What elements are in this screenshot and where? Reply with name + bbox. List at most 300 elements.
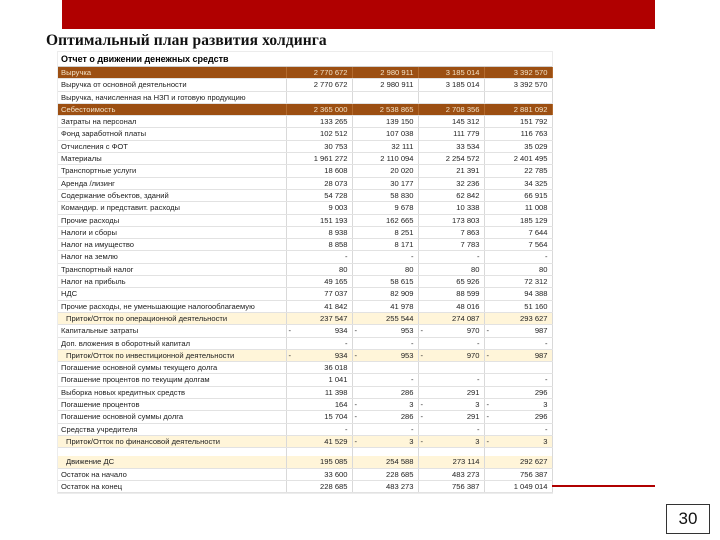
value-text: 2 881 092	[513, 104, 548, 114]
row-label: Погашение процентов	[58, 399, 286, 411]
row-label: Погашение процентов по текущим долгам	[58, 374, 286, 386]
value-text: 254 588	[386, 457, 414, 467]
row-label: Налоги и сборы	[58, 226, 286, 238]
value-text: 41 529	[324, 436, 348, 446]
row-value	[352, 435, 418, 447]
value-text: 483 273	[452, 469, 480, 479]
row-label: Налог на имущество	[58, 239, 286, 251]
value-text: 3	[475, 436, 480, 446]
row-value	[286, 435, 352, 447]
row-value	[352, 153, 418, 165]
value-text: 32 236	[456, 178, 480, 188]
row-value	[418, 480, 484, 492]
table-row	[58, 67, 552, 79]
row-value	[352, 386, 418, 398]
row-value	[286, 312, 352, 324]
row-value	[484, 312, 552, 324]
table-row	[58, 411, 552, 423]
table-row	[58, 480, 552, 492]
row-label: Затраты на персонал	[58, 116, 286, 128]
table-row	[58, 91, 552, 103]
value-text: 80	[339, 264, 348, 274]
row-value	[484, 374, 552, 386]
value-text: 3	[409, 436, 414, 446]
value-text: 2 770 672	[313, 80, 348, 90]
value-text: 162 665	[386, 215, 414, 225]
value-text: 2 401 495	[513, 154, 548, 164]
row-value	[418, 411, 484, 423]
value-text: 3	[543, 436, 548, 446]
minus-sign: -	[420, 412, 424, 422]
row-value	[352, 362, 418, 374]
value-text: 7 644	[528, 227, 548, 237]
value-text: 151 193	[320, 215, 348, 225]
row-value	[286, 165, 352, 177]
row-label: Приток/Отток по операционной деятельности	[58, 312, 286, 324]
minus-sign: -	[486, 350, 490, 360]
row-label: НДС	[58, 288, 286, 300]
minus-sign: -	[354, 350, 358, 360]
row-value	[418, 67, 484, 79]
value-text: 58 830	[390, 190, 414, 200]
cash-flow-table	[58, 52, 552, 493]
row-value	[418, 288, 484, 300]
table-row	[58, 116, 552, 128]
row-value	[352, 480, 418, 492]
value-text: 54 728	[324, 190, 348, 200]
row-label: Выборка новых кредитных средств	[58, 386, 286, 398]
value-text: 80	[471, 264, 480, 274]
value-text: 33 600	[324, 469, 348, 479]
row-value	[418, 325, 484, 337]
row-label: Налог на прибыль	[58, 276, 286, 288]
table-row	[58, 165, 552, 177]
row-label: Доп. вложения в оборотный капитал	[58, 337, 286, 349]
value-text: 185 129	[520, 215, 548, 225]
value-text: 41 978	[390, 301, 414, 311]
value-text: 21 391	[456, 166, 480, 176]
row-value	[352, 423, 418, 435]
row-value	[352, 103, 418, 115]
value-text: 28 073	[324, 178, 348, 188]
row-value	[352, 325, 418, 337]
row-value	[484, 480, 552, 492]
table-row	[58, 468, 552, 480]
row-value	[418, 423, 484, 435]
row-value	[484, 325, 552, 337]
row-value	[286, 67, 352, 79]
row-value	[286, 103, 352, 115]
value-text: 3	[409, 400, 414, 410]
row-value	[352, 140, 418, 152]
row-value	[484, 103, 552, 115]
table-heading: Отчет о движении денежных средств	[58, 52, 552, 67]
value-text: 2 110 094	[380, 154, 414, 164]
table-row	[58, 349, 552, 361]
minus-sign: -	[288, 350, 292, 360]
table-row	[58, 177, 552, 189]
minus-sign: -	[486, 436, 490, 446]
value-text: 3	[543, 400, 548, 410]
row-value	[352, 276, 418, 288]
value-text: 116 763	[520, 129, 548, 139]
row-value	[418, 362, 484, 374]
row-value	[484, 226, 552, 238]
value-text: 970	[466, 350, 480, 360]
row-value	[484, 362, 552, 374]
row-value	[484, 456, 552, 468]
value-text: 8 251	[394, 227, 414, 237]
row-value	[286, 140, 352, 152]
minus-sign: -	[354, 326, 358, 336]
row-value	[286, 226, 352, 238]
value-text: -	[544, 338, 548, 348]
minus-sign: -	[354, 412, 358, 422]
row-label: Прочие расходы	[58, 214, 286, 226]
row-value	[286, 468, 352, 480]
table-row	[58, 189, 552, 201]
table-row	[58, 337, 552, 349]
row-value	[418, 386, 484, 398]
value-text: 237 547	[320, 313, 348, 323]
row-value	[286, 448, 352, 457]
table-row	[58, 202, 552, 214]
value-text: 483 273	[386, 481, 414, 491]
value-text: 34 325	[524, 178, 548, 188]
value-text: 274 087	[452, 313, 480, 323]
minus-sign: -	[288, 326, 292, 336]
row-value	[286, 480, 352, 492]
value-text: 1 961 272	[313, 154, 348, 164]
value-text: 255 544	[386, 313, 414, 323]
value-text: 934	[334, 350, 348, 360]
value-text: 293 627	[520, 313, 548, 323]
row-value	[286, 263, 352, 275]
table-row	[58, 79, 552, 91]
value-text: -	[476, 338, 480, 348]
row-value	[484, 468, 552, 480]
row-label: Транспортные услуги	[58, 165, 286, 177]
value-text: 58 615	[390, 277, 414, 287]
row-value	[484, 349, 552, 361]
row-label: Погашение основной суммы долга	[58, 411, 286, 423]
table-row	[58, 276, 552, 288]
value-text: 36 018	[324, 363, 348, 373]
row-value	[484, 251, 552, 263]
value-text: 9 678	[394, 203, 414, 213]
row-value	[352, 300, 418, 312]
value-text: 22 785	[524, 166, 548, 176]
value-text: 133 265	[320, 117, 348, 127]
row-label: Выручка, начисленная на НЗП и готовую продукцию	[58, 91, 286, 103]
value-text: 30 177	[390, 178, 414, 188]
row-label: Содержание объектов, зданий	[58, 189, 286, 201]
value-text: 1 041	[328, 375, 348, 385]
row-value	[286, 456, 352, 468]
table-row	[58, 386, 552, 398]
value-text: 11 398	[324, 387, 348, 397]
row-value	[286, 177, 352, 189]
value-text: 970	[466, 326, 480, 336]
value-text: 273 114	[452, 457, 480, 467]
row-value	[286, 202, 352, 214]
row-value	[352, 251, 418, 263]
value-text: 80	[539, 264, 548, 274]
table-row	[58, 128, 552, 140]
value-text: 15 704	[324, 412, 348, 422]
table-row	[58, 153, 552, 165]
value-text: 32 111	[391, 141, 414, 151]
row-label: Погашение основной суммы текущего долга	[58, 362, 286, 374]
row-value	[286, 374, 352, 386]
top-accent-bar	[62, 0, 655, 29]
value-text: 62 842	[456, 190, 480, 200]
row-label: Транспортный налог	[58, 263, 286, 275]
row-value	[418, 263, 484, 275]
row-value	[484, 140, 552, 152]
table-row	[58, 423, 552, 435]
value-text: 35 029	[524, 141, 548, 151]
value-text: 3	[475, 400, 480, 410]
value-text: 756 387	[452, 481, 480, 491]
row-value	[418, 140, 484, 152]
value-text: 934	[334, 326, 348, 336]
page-title: Оптимальный план развития холдинга	[46, 32, 327, 49]
value-text: -	[476, 252, 480, 262]
row-value	[418, 456, 484, 468]
row-value	[286, 337, 352, 349]
value-text: 49 165	[324, 277, 348, 287]
value-text: 953	[400, 350, 414, 360]
row-value	[352, 177, 418, 189]
value-text: -	[410, 424, 414, 434]
row-value	[418, 103, 484, 115]
row-label: Себестоимость	[58, 103, 286, 115]
row-label: Приток/Отток по инвестиционной деятельности	[58, 349, 286, 361]
value-text: -	[344, 424, 348, 434]
row-label	[58, 448, 286, 457]
table-row	[58, 448, 552, 457]
value-text: 195 085	[320, 457, 348, 467]
row-value	[484, 153, 552, 165]
row-value	[352, 448, 418, 457]
value-text: 8 171	[394, 240, 414, 250]
row-value	[352, 165, 418, 177]
bottom-accent-line	[552, 485, 655, 487]
row-value	[418, 214, 484, 226]
row-value	[484, 386, 552, 398]
row-value	[352, 79, 418, 91]
value-text: -	[544, 252, 548, 262]
row-value	[352, 399, 418, 411]
row-value	[484, 128, 552, 140]
minus-sign: -	[486, 326, 490, 336]
table-row	[58, 374, 552, 386]
row-value	[286, 251, 352, 263]
value-text: 151 792	[520, 117, 548, 127]
value-text: -	[410, 252, 414, 262]
minus-sign: -	[420, 326, 424, 336]
minus-sign: -	[486, 412, 490, 422]
value-text: 2 538 865	[379, 104, 414, 114]
value-text: 10 338	[456, 203, 480, 213]
row-value	[352, 456, 418, 468]
value-text: 65 926	[456, 277, 480, 287]
row-value	[484, 411, 552, 423]
row-value	[418, 91, 484, 103]
row-label: Средства учредителя	[58, 423, 286, 435]
row-value	[418, 189, 484, 201]
value-text: 48 016	[456, 301, 480, 311]
minus-sign: -	[354, 400, 358, 410]
value-text: 11 008	[524, 203, 548, 213]
row-value	[286, 300, 352, 312]
value-text: 139 150	[386, 117, 414, 127]
table-row	[58, 251, 552, 263]
row-value	[352, 116, 418, 128]
value-text: 8 938	[328, 227, 348, 237]
value-text: 7 863	[460, 227, 480, 237]
minus-sign: -	[486, 400, 490, 410]
value-text: -	[544, 424, 548, 434]
value-text: 111 779	[453, 129, 480, 139]
row-value	[484, 189, 552, 201]
row-value	[484, 399, 552, 411]
row-value	[418, 349, 484, 361]
value-text: 1 049 014	[513, 481, 548, 491]
row-value	[352, 349, 418, 361]
value-text: 2 254 572	[445, 154, 480, 164]
row-value	[286, 276, 352, 288]
row-label: Выручка от основной деятельности	[58, 79, 286, 91]
row-value	[352, 189, 418, 201]
value-text: 7 783	[460, 240, 480, 250]
row-value	[418, 177, 484, 189]
row-value	[484, 263, 552, 275]
value-text: 3 185 014	[445, 80, 480, 90]
value-text: 66 915	[524, 190, 548, 200]
value-text: 145 312	[452, 117, 480, 127]
value-text: 107 038	[386, 129, 414, 139]
table-row	[58, 362, 552, 374]
row-value	[418, 300, 484, 312]
value-text: -	[476, 375, 480, 385]
row-value	[286, 116, 352, 128]
row-value	[352, 128, 418, 140]
table-row	[58, 288, 552, 300]
value-text: 164	[334, 400, 348, 410]
value-text: 2 980 911	[380, 68, 414, 77]
value-text: 18 608	[324, 166, 348, 176]
table-row	[58, 435, 552, 447]
row-value	[484, 67, 552, 79]
table-row	[58, 399, 552, 411]
value-text: 51 160	[524, 301, 548, 311]
row-value	[484, 337, 552, 349]
minus-sign: -	[420, 436, 424, 446]
row-value	[418, 251, 484, 263]
row-value	[286, 189, 352, 201]
table-row	[58, 226, 552, 238]
row-label: Отчисления с ФОТ	[58, 140, 286, 152]
value-text: -	[344, 252, 348, 262]
value-text: 173 803	[452, 215, 480, 225]
value-text: 3 392 570	[513, 80, 548, 90]
value-text: 286	[400, 412, 414, 422]
row-value	[484, 165, 552, 177]
row-value	[286, 79, 352, 91]
row-label: Прочие расходы, не уменьшающие налогооблагаемую	[58, 300, 286, 312]
row-value	[286, 386, 352, 398]
row-value	[286, 214, 352, 226]
value-text: 286	[400, 387, 414, 397]
row-value	[286, 411, 352, 423]
row-label: Приток/Отток по финансовой деятельности	[58, 435, 286, 447]
row-value	[418, 468, 484, 480]
row-label: Материалы	[58, 153, 286, 165]
row-label: Командир. и представит. расходы	[58, 202, 286, 214]
row-value	[286, 128, 352, 140]
row-value	[484, 202, 552, 214]
table-row	[58, 214, 552, 226]
row-value	[418, 337, 484, 349]
value-text: 291	[466, 387, 480, 397]
value-text: 228 685	[386, 469, 414, 479]
row-value	[286, 239, 352, 251]
row-label: Движение ДС	[58, 456, 286, 468]
table-row	[58, 300, 552, 312]
row-value	[484, 288, 552, 300]
row-value	[352, 263, 418, 275]
value-text: 292 627	[520, 457, 548, 467]
row-label: Налог на землю	[58, 251, 286, 263]
value-text: 291	[466, 412, 480, 422]
row-value	[484, 116, 552, 128]
value-text: -	[410, 338, 414, 348]
row-value	[286, 362, 352, 374]
row-value	[418, 79, 484, 91]
table-row	[58, 140, 552, 152]
value-text: 2 770 672	[313, 68, 348, 77]
row-value	[286, 423, 352, 435]
value-text: 72 312	[524, 277, 548, 287]
value-text: -	[544, 375, 548, 385]
row-label: Фонд заработной платы	[58, 128, 286, 140]
row-value	[418, 165, 484, 177]
value-text: 8 858	[328, 240, 348, 250]
row-value	[484, 91, 552, 103]
value-text: 88 599	[456, 289, 480, 299]
table-row	[58, 103, 552, 115]
minus-sign: -	[420, 350, 424, 360]
value-text: -	[410, 375, 414, 385]
row-value	[418, 116, 484, 128]
row-value	[352, 411, 418, 423]
table-row	[58, 239, 552, 251]
row-value	[286, 325, 352, 337]
row-value	[352, 337, 418, 349]
table-row	[58, 263, 552, 275]
table-row	[58, 312, 552, 324]
value-text: 2 708 356	[445, 104, 480, 114]
row-value	[484, 276, 552, 288]
value-text: 987	[534, 326, 548, 336]
value-text: 2 980 911	[380, 80, 414, 90]
value-text: 7 564	[528, 240, 548, 250]
table-body	[58, 67, 552, 493]
row-value	[418, 448, 484, 457]
row-value	[484, 214, 552, 226]
